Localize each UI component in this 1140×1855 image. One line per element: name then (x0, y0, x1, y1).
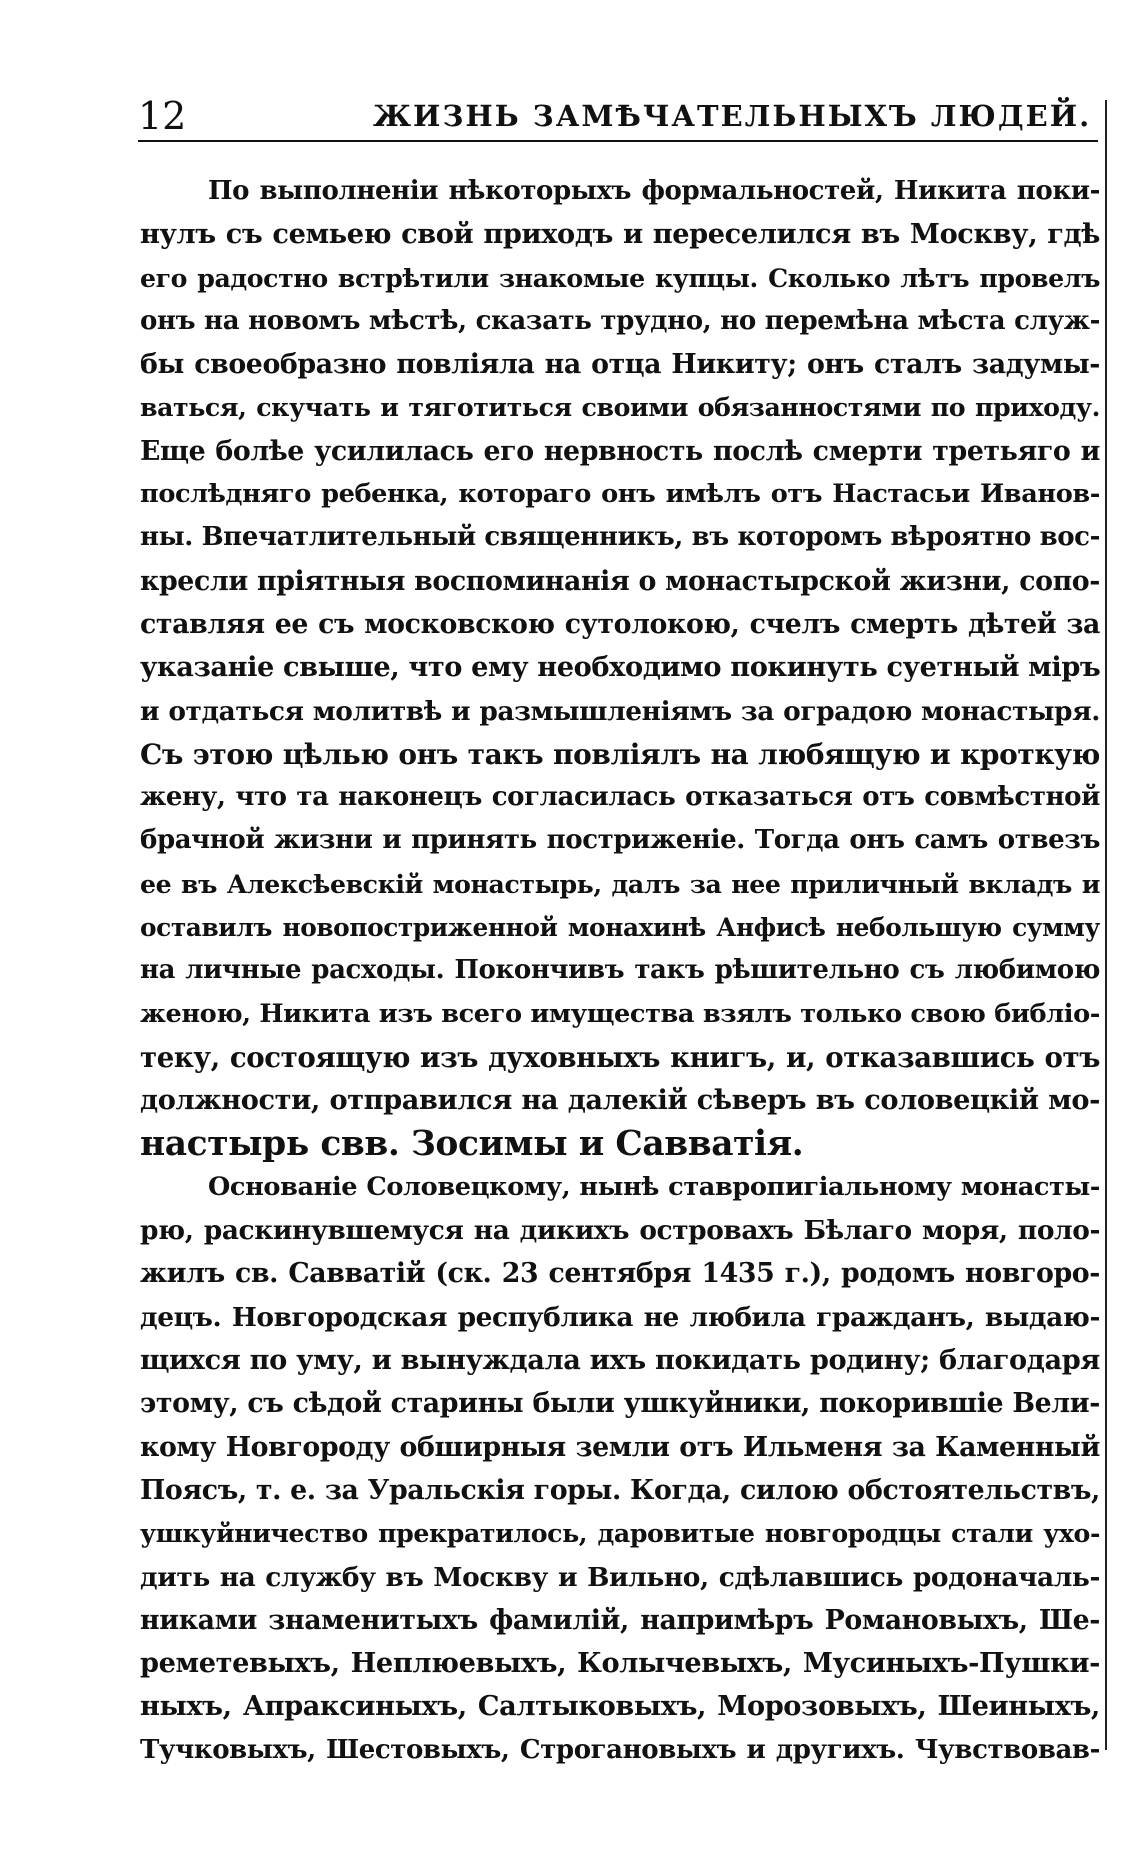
text-line: жену, что та наконецъ согласилась отказаться отъ совмѣстной (140, 782, 1100, 813)
text-line: дить на службу въ Москву и Вильно, сдѣлавшись родоначаль- (140, 1561, 1100, 1593)
text-line: Съ этою цѣлью онъ такъ повліялъ на любящую и кроткую (140, 737, 1100, 771)
text-line: его радостно встрѣтили знакомые купцы. Сколько лѣтъ провелъ (140, 262, 1100, 293)
text-line: ее въ Алексѣевскій монастырь, далъ за нее приличный вкладъ и (140, 868, 1100, 899)
page-header (138, 92, 1098, 142)
text-line: рю, раскинувшемуся на дикихъ островахъ Бѣлаго моря, поло- (140, 1215, 1100, 1247)
text-line: кому Новгороду обширныя земли отъ Ильменя за Каменный (140, 1431, 1100, 1463)
text-line: ны. Впечатлительный священникъ, въ которомъ вѣроятно вос- (140, 522, 1100, 553)
text-line: теку, состоящую изъ духовныхъ книгъ, и, отказавшись отъ (140, 1040, 1100, 1074)
page-edge-rule (1105, 100, 1107, 1750)
text-line: этому, съ сѣдой старины были ушкуйники, покорившіе Вели- (140, 1388, 1100, 1420)
text-line: щихся по уму, и вынуждала ихъ покидать родину; благодаря (140, 1344, 1100, 1377)
text-line: Основаніе Соловецкому, нынѣ ставропигіальному монасты- (208, 1171, 1100, 1202)
text-line: ушкуйничество прекратилось, даровитые новгородцы стали ухо- (140, 1518, 1100, 1549)
body-text (140, 170, 1100, 1772)
page-number: 12 (138, 94, 187, 138)
text-line: По выполненіи нѣкоторыхъ формальностей, Никита поки- (208, 176, 1100, 206)
text-line: ставляя ее съ московскою сутолокою, счелъ смерть дѣтей за (140, 608, 1100, 640)
text-line: нулъ съ семьею свой приходъ и переселился въ Москву, гдѣ (140, 218, 1100, 251)
text-line: кресли пріятныя воспоминанія о монастырской жизни, сопо- (140, 565, 1100, 597)
text-line: женою, Никита изъ всего имущества взялъ только свою библіо- (140, 998, 1100, 1029)
text-line: никами знаменитыхъ фамилій, напримѣръ Романовыхъ, Ше- (140, 1604, 1100, 1636)
text-line: оставилъ новопостриженной монахинѣ Анфисѣ небольшую сумму (140, 913, 1100, 943)
text-line: Поясъ, т. е. за Уральскія горы. Когда, силою обстоятельствъ, (140, 1474, 1100, 1506)
text-line: ныхъ, Апраксиныхъ, Салтыковыхъ, Морозовыхъ, Шеиныхъ, (140, 1690, 1100, 1723)
text-line: бы своеобразно повліяла на отца Никиту; онъ сталъ задумы- (140, 349, 1100, 381)
text-line: Тучковыхъ, Шестовыхъ, Строгановыхъ и другихъ. Чувствовав- (140, 1734, 1100, 1765)
text-line: жилъ св. Савватій (ск. 23 сентября 1435 г.), родомъ новгоро- (140, 1258, 1100, 1290)
text-line: должности, отправился на далекій сѣверъ въ соловецкій мо- (140, 1084, 1100, 1117)
text-line: настырь свв. Зосимы и Савватія. (140, 1123, 804, 1164)
text-line: реметевыхъ, Неплюевыхъ, Колычевыхъ, Мусиныхъ-Пушки- (140, 1647, 1100, 1680)
text-line: онъ на новомъ мѣстѣ, сказать трудно, но перемѣна мѣста служ- (140, 305, 1100, 336)
text-line: послѣдняго ребенка, котораго онъ имѣлъ отъ Настасьи Иванов- (140, 479, 1100, 510)
text-line: на личные расходы. Покончивъ такъ рѣшительно съ любимою (140, 955, 1100, 986)
text-line: ваться, скучать и тяготиться своими обязанностями по приходу. (140, 392, 1100, 423)
text-line: Еще болѣе усилилась его нервность послѣ смерти третьяго и (140, 435, 1100, 467)
text-line: децъ. Новгородская республика не любила гражданъ, выдаю- (140, 1301, 1100, 1333)
text-line: брачной жизни и принять постриженіе. Тогда онъ самъ отвезъ (140, 825, 1100, 856)
text-line: и отдаться молитвѣ и размышленіямъ за оградою монастыря. (140, 695, 1100, 727)
running-title: ЖИЗНЬ ЗАМѢЧАТЕЛЬНЫХЪ ЛЮДЕЙ. (373, 99, 1092, 133)
text-line: указаніе свыше, что ему необходимо покинуть суетный міръ (140, 651, 1100, 684)
